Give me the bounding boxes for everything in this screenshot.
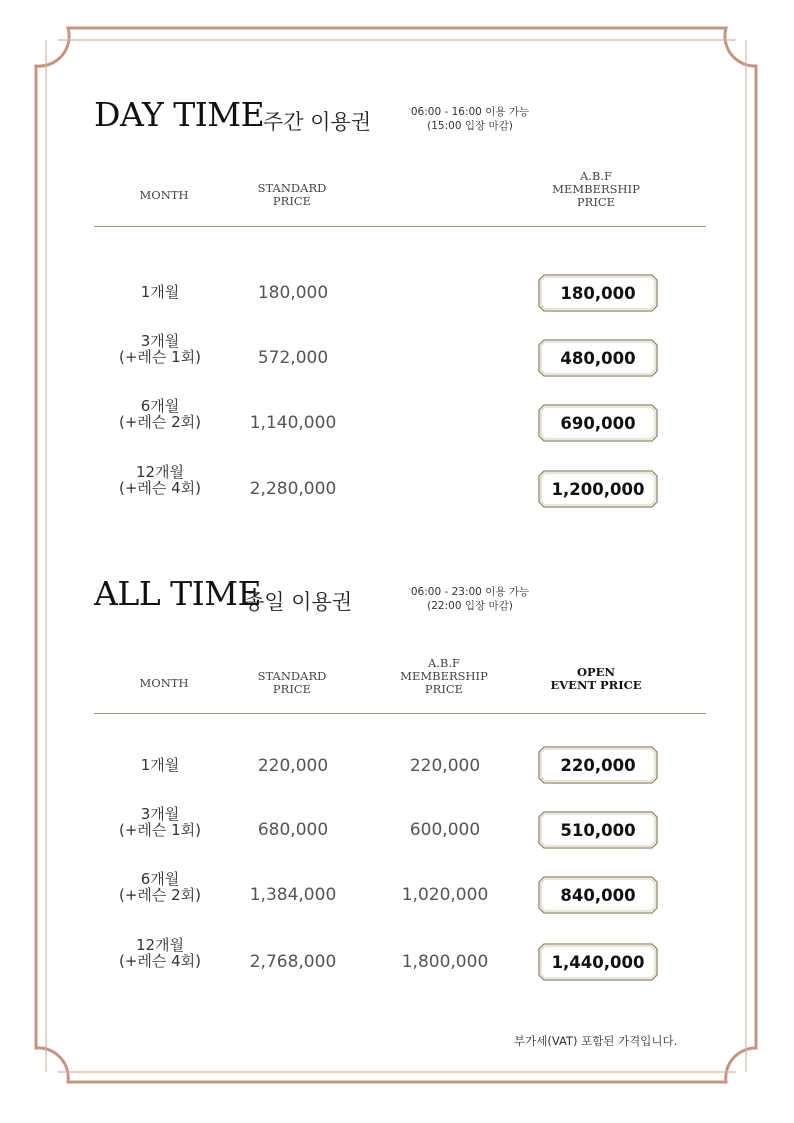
- month-label: 12개월: [135, 463, 185, 481]
- day-header-standard: STANDARD PRICE: [257, 181, 327, 208]
- all-hours-line1: 06:00 - 23:00 이용 가능: [410, 586, 530, 598]
- day-header-rule: [94, 226, 706, 227]
- all-row-2-event-box: [538, 811, 658, 849]
- all-row-4-membership: 1,800,000: [401, 952, 489, 972]
- all-header-event: OPEN EVENT PRICE: [550, 665, 642, 692]
- day-row-3-standard: 1,140,000: [249, 413, 337, 433]
- all-row-4-event-box: [538, 943, 658, 981]
- lesson-note: (+레슨 1회): [118, 821, 202, 839]
- all-header-month: MONTH: [139, 676, 189, 690]
- month-label: 6개월: [140, 870, 180, 888]
- all-row-2-month: [100, 806, 220, 838]
- all-row-1-month: [100, 757, 220, 773]
- day-row-4-membership-box: [538, 470, 658, 508]
- month-label: 6개월: [140, 397, 180, 415]
- month-label: 1개월: [140, 283, 180, 301]
- day-hours-line1: 06:00 - 16:00 이용 가능: [410, 106, 530, 118]
- all-row-3-month: [100, 871, 220, 903]
- month-label: 3개월: [140, 332, 180, 350]
- day-row-2-membership-box: [538, 339, 658, 377]
- day-title: DAY TIME: [94, 95, 265, 134]
- day-subtitle: 주간 이용권: [263, 110, 372, 134]
- day-row-2-month: [100, 333, 220, 365]
- day-row-1-month: [100, 284, 220, 300]
- all-header-membership: A.B.F MEMBERSHIP PRICE: [400, 656, 488, 696]
- month-label: 1개월: [140, 756, 180, 774]
- all-row-1-event-box: [538, 746, 658, 784]
- all-header-rule: [94, 713, 706, 714]
- day-header-membership: A.B.F MEMBERSHIP PRICE: [552, 169, 640, 209]
- day-row-3-membership-box: [538, 404, 658, 442]
- all-row-1-membership: 220,000: [409, 756, 481, 776]
- day-row-4-month: [100, 464, 220, 496]
- all-row-3-standard: 1,384,000: [249, 885, 337, 905]
- lesson-note: (+레슨 4회): [118, 479, 202, 497]
- all-header-standard: STANDARD PRICE: [257, 669, 327, 696]
- all-subtitle: 종일 이용권: [244, 590, 353, 614]
- day-row-2-membership: 480,000: [560, 348, 636, 368]
- vat-note: 부가세(VAT) 포함된 가격입니다.: [514, 1034, 678, 1048]
- all-row-4-event: 1,440,000: [551, 952, 645, 972]
- day-header-month: MONTH: [139, 188, 189, 202]
- day-row-1-standard: 180,000: [257, 283, 329, 303]
- all-row-4-standard: 2,768,000: [249, 952, 337, 972]
- day-hours-line2: (15:00 입장 마감): [427, 120, 513, 132]
- day-row-4-standard: 2,280,000: [249, 479, 337, 499]
- day-row-1-membership-box: [538, 274, 658, 312]
- lesson-note: (+레슨 1회): [118, 348, 202, 366]
- all-row-3-event: 840,000: [560, 885, 636, 905]
- day-hours: [390, 105, 550, 133]
- day-row-1-membership: 180,000: [560, 283, 636, 303]
- all-hours: [390, 585, 550, 613]
- day-row-3-month: [100, 398, 220, 430]
- all-row-2-event: 510,000: [560, 820, 636, 840]
- month-label: 3개월: [140, 805, 180, 823]
- lesson-note: (+레슨 4회): [118, 952, 202, 970]
- all-hours-line2: (22:00 입장 마감): [427, 600, 513, 612]
- all-row-4-month: [100, 937, 220, 969]
- all-row-3-event-box: [538, 876, 658, 914]
- day-row-3-membership: 690,000: [560, 413, 636, 433]
- all-title: ALL TIME: [94, 574, 262, 613]
- lesson-note: (+레슨 2회): [118, 413, 202, 431]
- all-row-1-event: 220,000: [560, 755, 636, 775]
- all-row-2-standard: 680,000: [257, 820, 329, 840]
- all-row-1-standard: 220,000: [257, 756, 329, 776]
- month-label: 12개월: [135, 936, 185, 954]
- day-row-2-standard: 572,000: [257, 348, 329, 368]
- day-row-4-membership: 1,200,000: [551, 479, 645, 499]
- all-row-2-membership: 600,000: [409, 820, 481, 840]
- all-row-3-membership: 1,020,000: [401, 885, 489, 905]
- lesson-note: (+레슨 2회): [118, 886, 202, 904]
